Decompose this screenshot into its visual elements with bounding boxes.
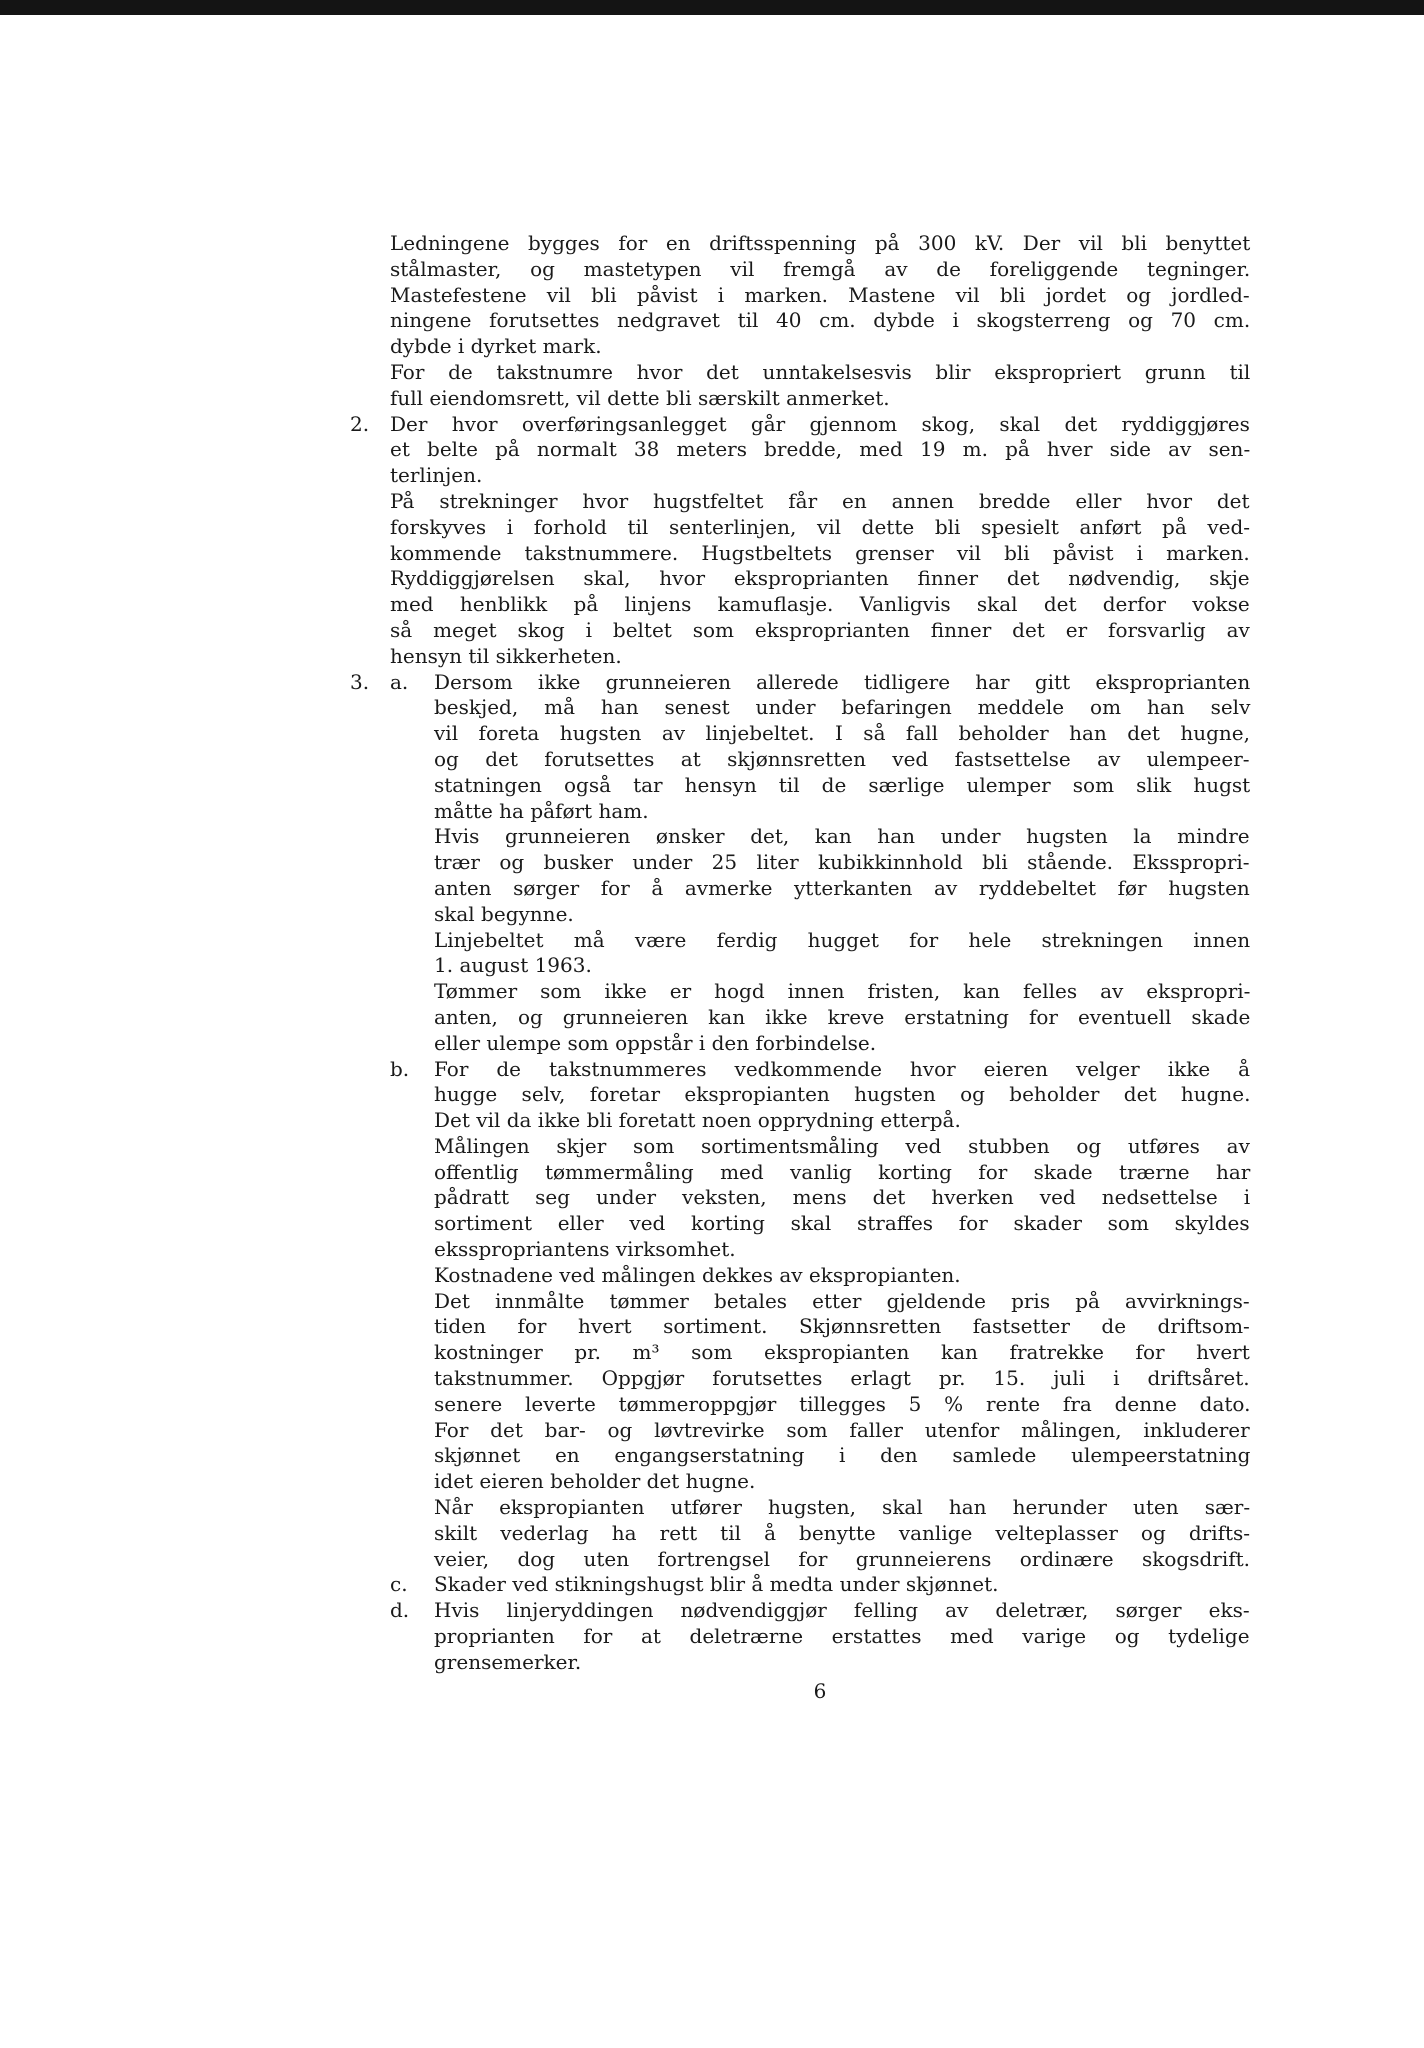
- line-text: Mastefestene vil bli påvist i marken. Mastene vil bli jordet og jordled-: [390, 282, 1250, 307]
- line-text: måtte ha påført ham.: [434, 798, 649, 823]
- line-text: offentlig tømmermåling med vanlig korting for skade trærne har: [434, 1159, 1251, 1184]
- text-line: [390, 283, 1250, 309]
- line-text: skjønnet en engangserstatning i den samlede ulempeerstatning: [434, 1443, 1251, 1468]
- text-line: [390, 1624, 1250, 1650]
- text-line: [390, 1392, 1250, 1418]
- line-text: Målingen skjer som sortimentsmåling ved stubben og utføres av: [434, 1133, 1250, 1158]
- sub-item-letter: b.: [390, 1056, 410, 1081]
- line-text: Dersom ikke grunneieren allerede tidligere har gitt eksproprianten: [434, 669, 1251, 694]
- line-text: dybde i dyrket mark.: [390, 334, 602, 359]
- text-line: [390, 1031, 1250, 1057]
- line-text: hugge selv, foretar ekspropianten hugsten og beholder det hugne.: [434, 1082, 1251, 1107]
- line-text: sortiment eller ved korting skal straffes for skader som skyldes: [434, 1211, 1250, 1236]
- line-text: For det bar- og løvtrevirke som faller utenfor målingen, inkluderer: [434, 1417, 1250, 1442]
- line-text: For de takstnumre hvor det unntakelsesvis blir ekspropriert grunn til: [390, 359, 1251, 384]
- text-line: [390, 695, 1250, 721]
- scan-border-top: [0, 0, 1424, 15]
- text-line: [390, 1469, 1250, 1495]
- text-line: [390, 1495, 1250, 1521]
- line-text: hensyn til sikkerheten.: [390, 643, 622, 668]
- text-line: [390, 850, 1250, 876]
- text-line: [390, 644, 1250, 670]
- line-text: Ryddiggjørelsen skal, hvor eksproprianten finner det nødvendig, skje: [390, 566, 1250, 591]
- line-text: veier, dog uten fortrengsel for grunneierens ordinære skogsdrift.: [434, 1546, 1251, 1571]
- text-line: [390, 928, 1250, 954]
- line-text: Det vil da ikke bli foretatt noen opprydning etterpå.: [434, 1108, 961, 1133]
- line-text: kostninger pr. m³ som ekspropianten kan fratrekke for hvert: [434, 1340, 1250, 1365]
- text-line: [390, 1314, 1250, 1340]
- line-text: Skader ved stikningshugst blir å medta under skjønnet.: [434, 1572, 999, 1597]
- item-number: 3.: [350, 669, 370, 694]
- text-line: [390, 799, 1250, 825]
- text-line: [390, 1598, 1250, 1624]
- page-number: 6: [813, 1679, 827, 1703]
- text-line: [390, 1134, 1250, 1160]
- line-text: skal begynne.: [434, 901, 574, 926]
- line-text: med henblikk på linjens kamuflasje. Vanligvis skal det derfor vokse: [390, 592, 1250, 617]
- text-line: [390, 1057, 1250, 1083]
- text-line: [390, 463, 1250, 489]
- item-number: 2.: [350, 411, 370, 436]
- line-text: full eiendomsrett, vil dette bli særskilt anmerket.: [390, 385, 890, 410]
- text-line: [390, 1211, 1250, 1237]
- line-text: På strekninger hvor hugstfeltet får en annen bredde eller hvor det: [390, 488, 1250, 513]
- text-line: [390, 1237, 1250, 1263]
- text-line: [390, 1340, 1250, 1366]
- line-text: beskjed, må han senest under befaringen meddele om han selv: [434, 695, 1251, 720]
- line-text: grensemerker.: [434, 1649, 582, 1674]
- line-text: proprianten for at deletrærne erstattes med varige og tydelige: [434, 1624, 1250, 1649]
- line-text: eksspropriantens virksomhet.: [434, 1237, 736, 1262]
- text-line: [390, 979, 1250, 1005]
- text-line: [390, 489, 1250, 515]
- text-line: [390, 876, 1250, 902]
- line-text: Linjebeltet må være ferdig hugget for hele strekningen innen: [434, 927, 1251, 952]
- text-line: [390, 386, 1250, 412]
- text-line: [390, 1185, 1250, 1211]
- line-text: Ledningene bygges for en driftsspenning på 300 kV. Der vil bli benyttet: [390, 231, 1251, 255]
- line-text: forskyves i forhold til senterlinjen, vil dette bli spesielt anført på ved-: [390, 514, 1251, 539]
- text-line: [390, 566, 1250, 592]
- line-text: For de takstnummeres vedkommende hvor eieren velger ikke å: [434, 1056, 1251, 1081]
- line-text: tiden for hvert sortiment. Skjønnsretten fastsetter de driftsom-: [434, 1314, 1250, 1339]
- text-line: [390, 1108, 1250, 1134]
- line-text: et belte på normalt 38 meters bredde, med 19 m. på hver side av sen-: [390, 437, 1251, 462]
- line-text: Der hvor overføringsanlegget går gjennom skog, skal det ryddiggjøres: [390, 411, 1250, 436]
- text-line: [390, 334, 1250, 360]
- text-line: [390, 1263, 1250, 1289]
- text-line: [390, 721, 1250, 747]
- text-line: [390, 541, 1250, 567]
- text-line: [390, 747, 1250, 773]
- text-line: [390, 953, 1250, 979]
- line-text: vil foreta hugsten av linjebeltet. I så fall beholder han det hugne,: [434, 721, 1251, 746]
- line-text: Kostnadene ved målingen dekkes av ekspropianten.: [434, 1262, 961, 1287]
- line-text: statningen også tar hensyn til de særlige ulemper som slik hugst: [434, 772, 1251, 797]
- line-text: Det innmålte tømmer betales etter gjeldende pris på avvirknings-: [434, 1288, 1250, 1313]
- line-text: 1. august 1963.: [434, 953, 592, 978]
- text-line: [350, 411, 1250, 438]
- sub-item-letter: d.: [390, 1598, 410, 1623]
- text-line: [390, 1418, 1250, 1444]
- line-text: Tømmer som ikke er hogd innen fristen, kan felles av ekspropri-: [434, 979, 1251, 1004]
- text-line: [390, 1289, 1250, 1315]
- line-text: terlinjen.: [390, 463, 483, 488]
- document-body: [350, 231, 1251, 1676]
- line-text: og det forutsettes at skjønnsretten ved fastsettelse av ulempeer-: [434, 746, 1250, 771]
- text-line: [390, 902, 1250, 928]
- sub-item-letter: c.: [390, 1572, 408, 1597]
- text-line: [390, 618, 1250, 644]
- line-text: stålmaster, og mastetypen vil fremgå av de foreliggende tegninger.: [390, 256, 1251, 281]
- text-line: [390, 1005, 1250, 1031]
- line-text: pådratt seg under veksten, mens det hverken ved nedsettelse i: [434, 1185, 1251, 1210]
- text-line: [390, 1547, 1250, 1573]
- line-text: Når ekspropianten utfører hugsten, skal han herunder uten sær-: [434, 1495, 1251, 1520]
- text-line: [390, 308, 1250, 334]
- line-text: senere leverte tømmeroppgjør tillegges 5 % rente fra denne dato.: [434, 1391, 1251, 1416]
- sub-item-letter: a.: [390, 669, 409, 694]
- line-text: så meget skog i beltet som eksproprianten finner det er forsvarlig av: [390, 617, 1250, 642]
- line-text: Hvis linjeryddingen nødvendiggjør felling av deletrær, sørger eks-: [434, 1598, 1250, 1623]
- text-line: [390, 824, 1250, 850]
- line-text: skilt vederlag ha rett til å benytte vanlige velteplasser og drifts-: [434, 1520, 1251, 1545]
- line-text: eller ulempe som oppstår i den forbindelse.: [434, 1030, 877, 1055]
- line-text: idet eieren beholder det hugne.: [434, 1469, 756, 1494]
- text-line: [390, 773, 1250, 799]
- text-line: [390, 1650, 1250, 1676]
- text-line: [390, 1572, 1250, 1598]
- text-line: [390, 515, 1250, 541]
- text-line: [390, 437, 1250, 463]
- text-line: [390, 1443, 1250, 1469]
- text-line: [390, 1082, 1250, 1108]
- text-line: [390, 257, 1250, 283]
- text-line: [390, 1366, 1250, 1392]
- line-text: takstnummer. Oppgjør forutsettes erlagt pr. 15. juli i driftsåret.: [434, 1366, 1250, 1391]
- line-text: anten, og grunneieren kan ikke kreve erstatning for eventuell skade: [434, 1004, 1251, 1029]
- line-text: kommende takstnummere. Hugstbeltets grenser vil bli påvist i marken.: [390, 540, 1250, 565]
- text-line: [390, 1521, 1250, 1547]
- text-line: [390, 592, 1250, 618]
- text-line: [350, 669, 1251, 696]
- line-text: ningene forutsettes nedgravet til 40 cm. dybde i skogsterreng og 70 cm.: [390, 308, 1251, 333]
- text-line: [390, 1160, 1250, 1186]
- text-line: [390, 231, 1250, 257]
- line-text: anten sørger for å avmerke ytterkanten av ryddebeltet før hugsten: [434, 875, 1250, 900]
- line-text: Hvis grunneieren ønsker det, kan han under hugsten la mindre: [434, 824, 1250, 849]
- text-line: [390, 360, 1250, 386]
- line-text: trær og busker under 25 liter kubikkinnhold bli stående. Eksspropri-: [434, 850, 1250, 875]
